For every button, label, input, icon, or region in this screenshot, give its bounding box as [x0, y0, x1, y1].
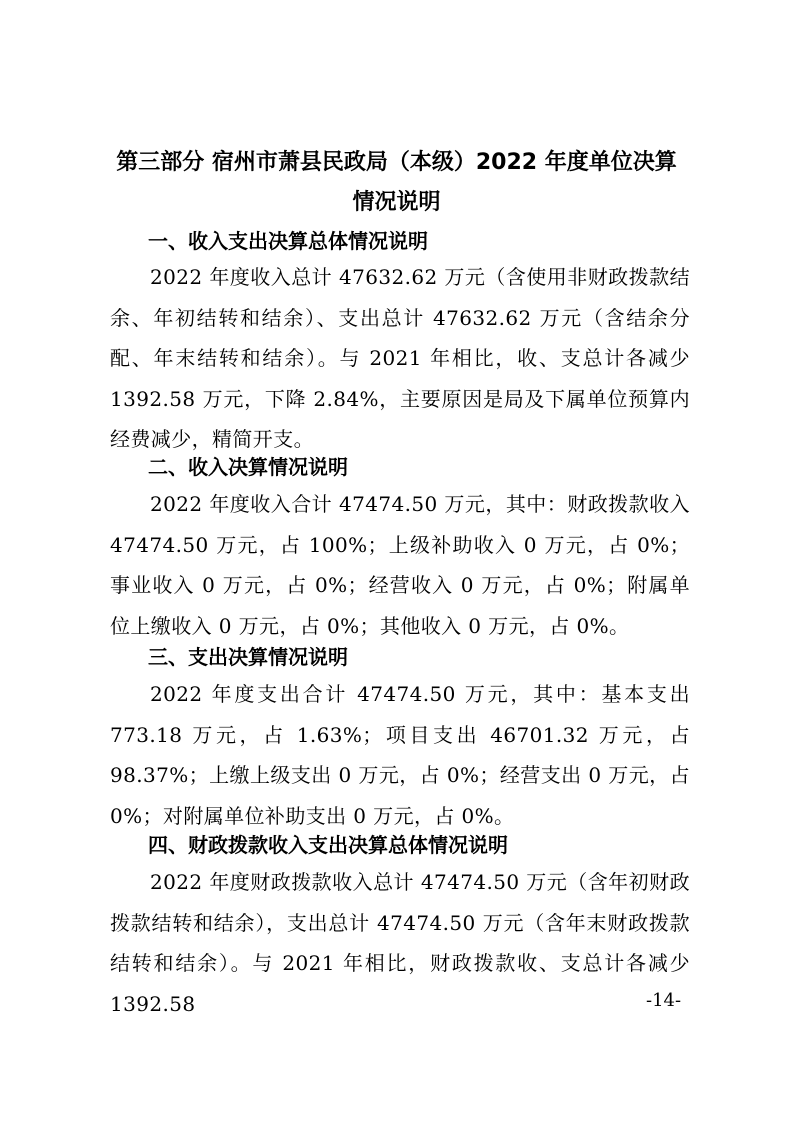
- page-number: -14-: [646, 990, 682, 1011]
- section-heading-3: 三、支出决算情况说明: [148, 645, 348, 669]
- section-heading-1: 一、收入支出决算总体情况说明: [148, 229, 428, 253]
- section-body-2: 2022 年度收入合计 47474.50 万元，其中：财政拨款收入 47474.50 万元，占 100%；上级补助收入 0 万元，占 0%；事业收入 0 万元，占 0%；经营收入 0 万元，占 0%；附属单位上缴收入 0 万元，占 0%；其他收入 0 万元，占 0%。: [110, 492, 690, 638]
- section-body-1: 2022 年度收入总计 47632.62 万元（含使用非财政拨款结余、年初结转和结余）、支出总计 47632.62 万元（含结余分配、年末结转和结余）。与 2021 年相比，收、支总计各减少 1392.58 万元，下降 2.84%，主要原因是局及下属单位预算内经费减少，精简开支。: [110, 265, 690, 451]
- document-title-continued: 情况说明: [352, 190, 441, 215]
- section-heading-4: 四、财政拨款收入支出决算总体情况说明: [148, 833, 508, 857]
- section-heading-2: 二、收入决算情况说明: [148, 455, 348, 479]
- section-body-4: 2022 年度财政拨款收入总计 47474.50 万元（含年初财政拨款结转和结余），支出总计 47474.50 万元（含年末财政拨款结转和结余）。与 2021 年相比，财政拨款收、支总计各减少 1392.58: [110, 870, 690, 1016]
- document-title: 第三部分 宿州市萧县民政局（本级）2022 年度单位决算: [116, 150, 677, 175]
- section-body-3: 2022 年度支出合计 47474.50 万元，其中：基本支出 773.18 万元，占 1.63%；项目支出 46701.32 万元，占 98.37%；上缴上级支出 0 万元，占 0%；经营支出 0 万元，占 0%；对附属单位补助支出 0 万元，占 0%。: [110, 682, 690, 828]
